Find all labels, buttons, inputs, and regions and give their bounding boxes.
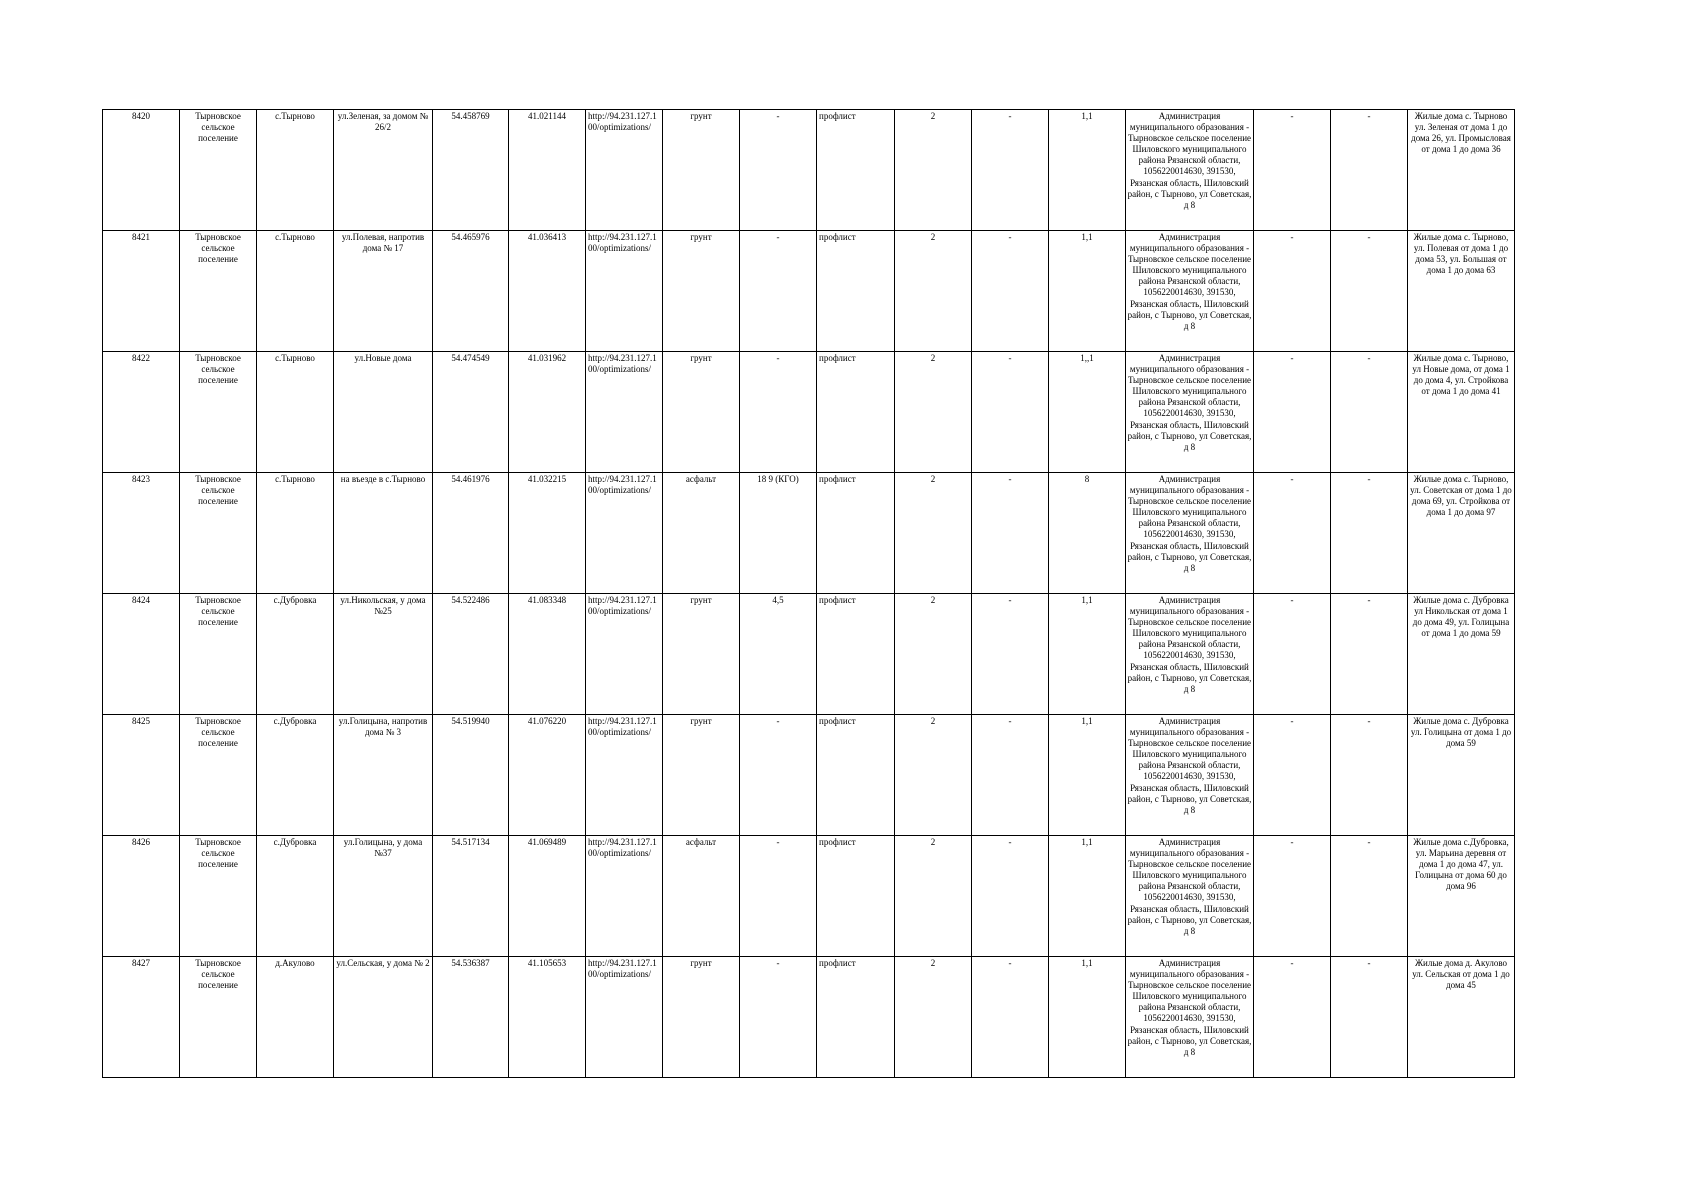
registry-number-cell: 8426 bbox=[103, 836, 180, 957]
waste-sources-cell: Жилые дома с. Тырново, ул. Советская от дома 1 до дома 69, ул. Стройкова от дома 1 до дома 97 bbox=[1408, 473, 1515, 594]
container-count-cell: 2 bbox=[895, 352, 972, 473]
longitude-cell: 41.105653 bbox=[509, 957, 586, 1078]
address-cell: ул.Зеленая, за домом № 26/2 bbox=[334, 110, 433, 231]
settlement-cell: Тырновское сельское поселение bbox=[180, 473, 257, 594]
longitude-cell: 41.076220 bbox=[509, 715, 586, 836]
map-link-cell[interactable]: http://94.231.127.100/optimizations/ bbox=[586, 957, 663, 1078]
settlement-cell: Тырновское сельское поселение bbox=[180, 110, 257, 231]
area-cell: 4,5 bbox=[740, 594, 817, 715]
address-cell: ул.Голицына, напротив дома № 3 bbox=[334, 715, 433, 836]
longitude-cell: 41.031962 bbox=[509, 352, 586, 473]
surface-type-cell: грунт bbox=[663, 231, 740, 352]
owner-cell: Администрация муниципального образования - Тырновское сельское поселение Шиловского муниципального района Рязанской области, 1056220014630, 391530, Рязанская область, Шиловский район, с Тырново, ул Советская, д 8 bbox=[1126, 473, 1254, 594]
longitude-cell: 41.021144 bbox=[509, 110, 586, 231]
settlement-cell: Тырновское сельское поселение bbox=[180, 836, 257, 957]
table-row bbox=[103, 715, 1515, 836]
surface-type-cell: грунт bbox=[663, 715, 740, 836]
table-row bbox=[103, 352, 1515, 473]
address-cell: ул.Голицына, у дома №37 bbox=[334, 836, 433, 957]
area-cell: - bbox=[740, 110, 817, 231]
map-link-cell[interactable]: http://94.231.127.100/optimizations/ bbox=[586, 231, 663, 352]
address-cell: ул.Новые дома bbox=[334, 352, 433, 473]
area-cell: - bbox=[740, 231, 817, 352]
latitude-cell: 54.474549 bbox=[433, 352, 509, 473]
longitude-cell: 41.069489 bbox=[509, 836, 586, 957]
extra-column-2-cell: - bbox=[1331, 594, 1408, 715]
settlement-cell: Тырновское сельское поселение bbox=[180, 231, 257, 352]
locality-cell: с.Тырново bbox=[257, 473, 334, 594]
extra-column-1-cell: - bbox=[1254, 715, 1331, 836]
container-count-cell: 2 bbox=[895, 231, 972, 352]
latitude-cell: 54.458769 bbox=[433, 110, 509, 231]
latitude-cell: 54.522486 bbox=[433, 594, 509, 715]
owner-cell: Администрация муниципального образования - Тырновское сельское поселение Шиловского муниципального района Рязанской области, 1056220014630, 391530, Рязанская область, Шиловский район, с Тырново, ул Советская, д 8 bbox=[1126, 231, 1254, 352]
waste-sources-cell: Жилые дома д. Акулово ул. Сельская от дома 1 до дома 45 bbox=[1408, 957, 1515, 1078]
waste-sources-cell: Жилые дома с.Дубровка, ул. Марьина деревня от дома 1 до дома 47, ул. Голицына от дома 60 до дома 96 bbox=[1408, 836, 1515, 957]
latitude-cell: 54.519940 bbox=[433, 715, 509, 836]
map-link-cell[interactable]: http://94.231.127.100/optimizations/ bbox=[586, 473, 663, 594]
extra-column-1-cell: - bbox=[1254, 110, 1331, 231]
map-link-cell[interactable]: http://94.231.127.100/optimizations/ bbox=[586, 594, 663, 715]
container-volume-cell: 1,1 bbox=[1049, 715, 1126, 836]
area-cell: - bbox=[740, 352, 817, 473]
owner-cell: Администрация муниципального образования - Тырновское сельское поселение Шиловского муниципального района Рязанской области, 1056220014630, 391530, Рязанская область, Шиловский район, с Тырново, ул Советская, д 8 bbox=[1126, 836, 1254, 957]
address-cell: ул.Сельская, у дома № 2 bbox=[334, 957, 433, 1078]
settlement-cell: Тырновское сельское поселение bbox=[180, 594, 257, 715]
area-cell: - bbox=[740, 957, 817, 1078]
table-row bbox=[103, 110, 1515, 231]
locality-cell: д.Акулово bbox=[257, 957, 334, 1078]
latitude-cell: 54.465976 bbox=[433, 231, 509, 352]
container-count-cell: 2 bbox=[895, 473, 972, 594]
registry-number-cell: 8424 bbox=[103, 594, 180, 715]
bunker-count-cell: - bbox=[972, 352, 1049, 473]
locality-cell: с.Дубровка bbox=[257, 836, 334, 957]
fence-material-cell: профлист bbox=[817, 473, 895, 594]
latitude-cell: 54.461976 bbox=[433, 473, 509, 594]
container-count-cell: 2 bbox=[895, 594, 972, 715]
extra-column-2-cell: - bbox=[1331, 352, 1408, 473]
registry-number-cell: 8423 bbox=[103, 473, 180, 594]
locality-cell: с.Дубровка bbox=[257, 594, 334, 715]
fence-material-cell: профлист bbox=[817, 352, 895, 473]
surface-type-cell: грунт bbox=[663, 110, 740, 231]
container-count-cell: 2 bbox=[895, 715, 972, 836]
bunker-count-cell: - bbox=[972, 594, 1049, 715]
extra-column-2-cell: - bbox=[1331, 110, 1408, 231]
container-volume-cell: 8 bbox=[1049, 473, 1126, 594]
area-cell: - bbox=[740, 836, 817, 957]
map-link-cell[interactable]: http://94.231.127.100/optimizations/ bbox=[586, 110, 663, 231]
surface-type-cell: асфальт bbox=[663, 473, 740, 594]
fence-material-cell: профлист bbox=[817, 957, 895, 1078]
extra-column-2-cell: - bbox=[1331, 473, 1408, 594]
map-link-cell[interactable]: http://94.231.127.100/optimizations/ bbox=[586, 836, 663, 957]
waste-sources-cell: Жилые дома с. Тырново, ул. Полевая от дома 1 до дома 53, ул. Большая от дома 1 до дома 63 bbox=[1408, 231, 1515, 352]
surface-type-cell: грунт bbox=[663, 352, 740, 473]
map-link-cell[interactable]: http://94.231.127.100/optimizations/ bbox=[586, 352, 663, 473]
table-row bbox=[103, 231, 1515, 352]
extra-column-2-cell: - bbox=[1331, 836, 1408, 957]
waste-sources-cell: Жилые дома с. Дубровка ул. Голицына от дома 1 до дома 59 bbox=[1408, 715, 1515, 836]
registry-number-cell: 8420 bbox=[103, 110, 180, 231]
map-link-cell[interactable]: http://94.231.127.100/optimizations/ bbox=[586, 715, 663, 836]
fence-material-cell: профлист bbox=[817, 836, 895, 957]
locality-cell: с.Дубровка bbox=[257, 715, 334, 836]
bunker-count-cell: - bbox=[972, 231, 1049, 352]
table-row bbox=[103, 836, 1515, 957]
area-cell: - bbox=[740, 715, 817, 836]
extra-column-2-cell: - bbox=[1331, 957, 1408, 1078]
fence-material-cell: профлист bbox=[817, 594, 895, 715]
surface-type-cell: асфальт bbox=[663, 836, 740, 957]
locality-cell: с.Тырново bbox=[257, 352, 334, 473]
container-count-cell: 2 bbox=[895, 110, 972, 231]
bunker-count-cell: - bbox=[972, 715, 1049, 836]
extra-column-1-cell: - bbox=[1254, 473, 1331, 594]
bunker-count-cell: - bbox=[972, 957, 1049, 1078]
container-count-cell: 2 bbox=[895, 836, 972, 957]
longitude-cell: 41.036413 bbox=[509, 231, 586, 352]
longitude-cell: 41.083348 bbox=[509, 594, 586, 715]
container-volume-cell: 1,1 bbox=[1049, 231, 1126, 352]
owner-cell: Администрация муниципального образования - Тырновское сельское поселение Шиловского муниципального района Рязанской области, 1056220014630, 391530, Рязанская область, Шиловский район, с Тырново, ул Советская, д 8 bbox=[1126, 110, 1254, 231]
settlement-cell: Тырновское сельское поселение bbox=[180, 957, 257, 1078]
registry-number-cell: 8425 bbox=[103, 715, 180, 836]
address-cell: на въезде в с.Тырново bbox=[334, 473, 433, 594]
container-count-cell: 2 bbox=[895, 957, 972, 1078]
container-volume-cell: 1,1 bbox=[1049, 110, 1126, 231]
surface-type-cell: грунт bbox=[663, 594, 740, 715]
container-volume-cell: 1,1 bbox=[1049, 836, 1126, 957]
extra-column-1-cell: - bbox=[1254, 957, 1331, 1078]
longitude-cell: 41.032215 bbox=[509, 473, 586, 594]
fence-material-cell: профлист bbox=[817, 715, 895, 836]
fence-material-cell: профлист bbox=[817, 231, 895, 352]
latitude-cell: 54.517134 bbox=[433, 836, 509, 957]
settlement-cell: Тырновское сельское поселение bbox=[180, 715, 257, 836]
table-row bbox=[103, 957, 1515, 1078]
bunker-count-cell: - bbox=[972, 473, 1049, 594]
locality-cell: с.Тырново bbox=[257, 231, 334, 352]
owner-cell: Администрация муниципального образования - Тырновское сельское поселение Шиловского муниципального района Рязанской области, 1056220014630, 391530, Рязанская область, Шиловский район, с Тырново, ул Советская, д 8 bbox=[1126, 594, 1254, 715]
fence-material-cell: профлист bbox=[817, 110, 895, 231]
extra-column-1-cell: - bbox=[1254, 594, 1331, 715]
extra-column-2-cell: - bbox=[1331, 715, 1408, 836]
bunker-count-cell: - bbox=[972, 110, 1049, 231]
owner-cell: Администрация муниципального образования - Тырновское сельское поселение Шиловского муниципального района Рязанской области, 1056220014630, 391530, Рязанская область, Шиловский район, с Тырново, ул Советская, д 8 bbox=[1126, 352, 1254, 473]
locality-cell: с.Тырново bbox=[257, 110, 334, 231]
waste-sources-cell: Жилые дома с. Тырново ул. Зеленая от дома 1 до дома 26, ул. Промысловая от дома 1 до дома 36 bbox=[1408, 110, 1515, 231]
settlement-cell: Тырновское сельское поселение bbox=[180, 352, 257, 473]
extra-column-1-cell: - bbox=[1254, 836, 1331, 957]
container-volume-cell: 1,1 bbox=[1049, 957, 1126, 1078]
bunker-count-cell: - bbox=[972, 836, 1049, 957]
extra-column-1-cell: - bbox=[1254, 352, 1331, 473]
area-cell: 18 9 (КГО) bbox=[740, 473, 817, 594]
surface-type-cell: грунт bbox=[663, 957, 740, 1078]
container-sites-table bbox=[102, 109, 1515, 1078]
registry-number-cell: 8427 bbox=[103, 957, 180, 1078]
owner-cell: Администрация муниципального образования - Тырновское сельское поселение Шиловского муниципального района Рязанской области, 1056220014630, 391530, Рязанская область, Шиловский район, с Тырново, ул Советская, д 8 bbox=[1126, 715, 1254, 836]
table-body bbox=[103, 110, 1515, 1078]
registry-number-cell: 8422 bbox=[103, 352, 180, 473]
address-cell: ул.Полевая, напротив дома № 17 bbox=[334, 231, 433, 352]
address-cell: ул.Никольская, у дома №25 bbox=[334, 594, 433, 715]
container-volume-cell: 1,1 bbox=[1049, 594, 1126, 715]
waste-sources-cell: Жилые дома с. Тырново, ул Новые дома, от дома 1 до дома 4, ул. Стройкова от дома 1 до дома 41 bbox=[1408, 352, 1515, 473]
table-row bbox=[103, 594, 1515, 715]
container-volume-cell: 1,,1 bbox=[1049, 352, 1126, 473]
waste-sources-cell: Жилые дома с. Дубровка ул Никольская от дома 1 до дома 49, ул. Голицына от дома 1 до дома 59 bbox=[1408, 594, 1515, 715]
latitude-cell: 54.536387 bbox=[433, 957, 509, 1078]
extra-column-1-cell: - bbox=[1254, 231, 1331, 352]
table-row bbox=[103, 473, 1515, 594]
owner-cell: Администрация муниципального образования - Тырновское сельское поселение Шиловского муниципального района Рязанской области, 1056220014630, 391530, Рязанская область, Шиловский район, с Тырново, ул Советская, д 8 bbox=[1126, 957, 1254, 1078]
extra-column-2-cell: - bbox=[1331, 231, 1408, 352]
registry-number-cell: 8421 bbox=[103, 231, 180, 352]
